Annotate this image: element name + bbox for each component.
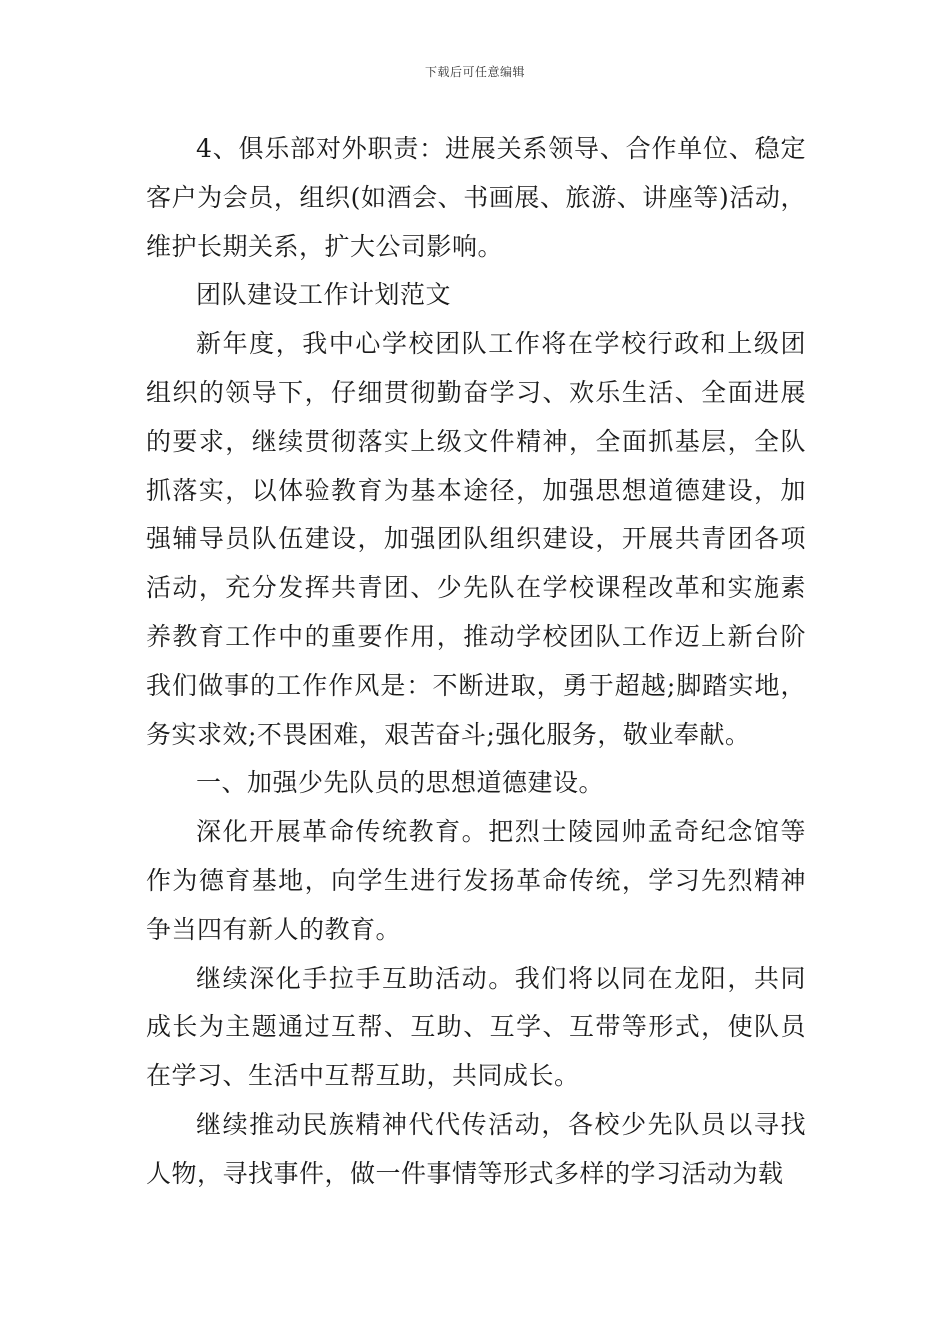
- document-body: [146, 125, 806, 1199]
- section-heading-one: 一、加强少先队员的思想道德建设。: [196, 768, 605, 798]
- paragraph-national-spirit: 继续推动民族精神代代传活动，各校少先队员以寻找人物，寻找事件，做一件事情等形式多样的学习活动为载: [146, 1109, 806, 1188]
- paragraph-intro: 新年度，我中心学校团队工作将在学校行政和上级团组织的领导下，仔细贯彻勤奋学习、欢乐生活、全面进展的要求，继续贯彻落实上级文件精神，全面抓基层，全队抓落实，以体验教育为基本途径，加强思想道德建设，加强辅导员队伍建设，加强团队组织建设，开展共青团各项活动，充分发挥共青团、少先队在学校课程改革和实施素养教育工作中的重要作用，推动学校团队工作迈上新台阶我们做事的工作作风是：不断进取，勇于超越;脚踏实地，务实求效;不畏困难，艰苦奋斗;强化服务，敬业奉献。: [146, 329, 806, 749]
- header-note: 下载后可任意编辑: [424, 65, 525, 79]
- paragraph-club-duties: 4、俱乐部对外职责：进展关系领导、合作单位、稳定客户为会员，组织(如酒会、书画展、旅游、讲座等)活动，维护长期关系，扩大公司影响。: [146, 134, 806, 261]
- paragraph-mutual-help: 继续深化手拉手互助活动。我们将以同在龙阳，共同成长为主题通过互帮、互助、互学、互带等形式，使队员在学习、生活中互帮互助，共同成长。: [146, 963, 806, 1091]
- paragraph-revolution-education: 深化开展革命传统教育。把烈士陵园帅孟奇纪念馆等作为德育基地，向学生进行发扬革命传统，学习先烈精神争当四有新人的教育。: [146, 817, 806, 944]
- section-title: 团队建设工作计划范文: [196, 280, 452, 310]
